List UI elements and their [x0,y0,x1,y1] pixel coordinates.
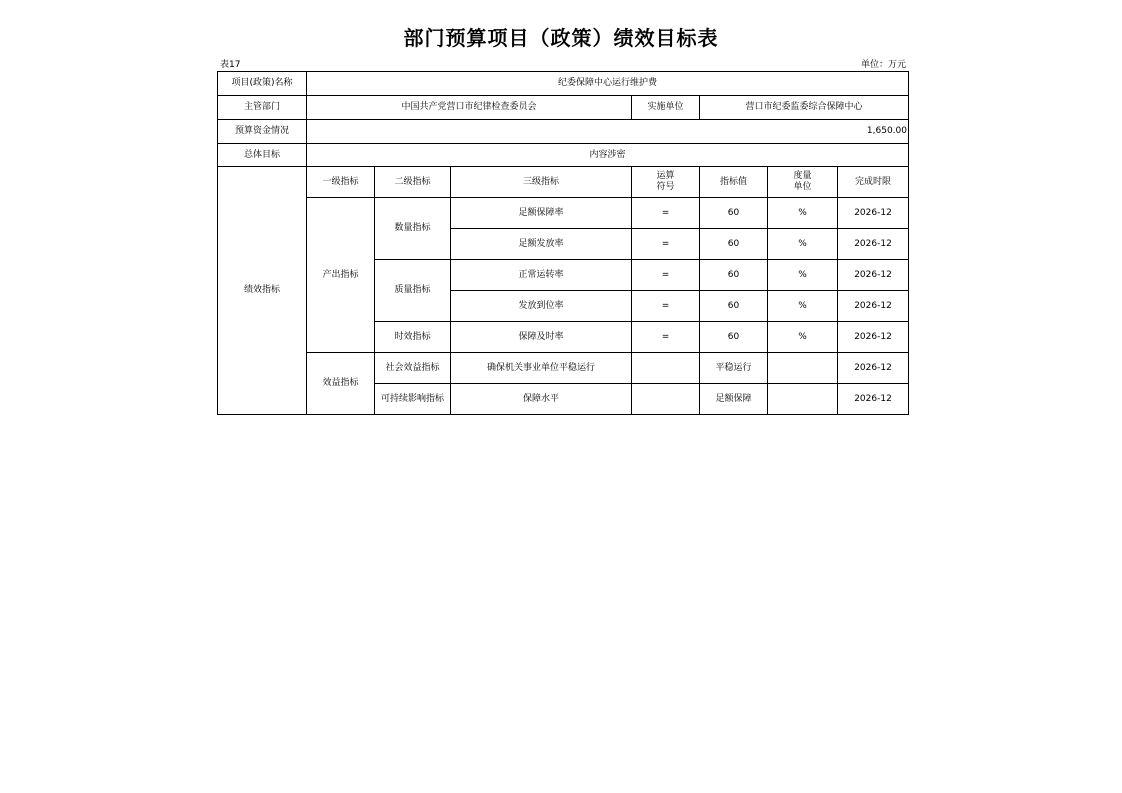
header-level2: 二级指标 [375,167,451,198]
indicator-unit: % [768,229,838,260]
unit-label: 单位：万元 [860,60,906,70]
indicator-value: 60 [700,229,768,260]
impl-unit-label: 实施单位 [632,96,700,120]
indicator-deadline: 2026-12 [838,229,909,260]
indicator-value: 60 [700,291,768,322]
indicator-name: 正常运转率 [451,260,632,291]
header-level1: 一级指标 [307,167,375,198]
indicator-deadline: 2026-12 [838,384,909,415]
indicator-deadline: 2026-12 [838,260,909,291]
indicator-deadline: 2026-12 [838,322,909,353]
group-output: 产出指标 [307,198,375,353]
group-quality: 质量指标 [375,260,451,322]
header-unit: 度量 单位 [768,167,838,198]
indicator-operator: = [632,260,700,291]
group-benefit: 效益指标 [307,353,375,415]
indicator-unit: % [768,291,838,322]
indicator-value: 60 [700,322,768,353]
impl-unit-value: 营口市纪委监委综合保障中心 [700,96,909,120]
group-quantity: 数量指标 [375,198,451,260]
indicator-unit: % [768,260,838,291]
project-name-value: 纪委保障中心运行维护费 [307,72,909,96]
header-value: 指标值 [700,167,768,198]
indicator-value: 60 [700,198,768,229]
indicator-name: 发放到位率 [451,291,632,322]
indicator-operator [632,353,700,384]
group-timeliness: 时效指标 [375,322,451,353]
page-title: 部门预算项目（政策）绩效目标表 [403,26,719,50]
indicator-unit [768,384,838,415]
group-sustainable: 可持续影响指标 [375,384,451,415]
indicator-name: 保障及时率 [451,322,632,353]
overall-goal-value: 内容涉密 [307,144,909,167]
indicator-operator: = [632,322,700,353]
performance-table [217,71,909,415]
indicator-unit: % [768,322,838,353]
indicator-name: 足额保障率 [451,198,632,229]
indicator-value: 60 [700,260,768,291]
indicator-deadline: 2026-12 [838,291,909,322]
budget-label: 预算资金情况 [218,120,307,144]
indicator-value: 足额保障 [700,384,768,415]
department-label: 主管部门 [218,96,307,120]
indicator-operator [632,384,700,415]
group-social: 社会效益指标 [375,353,451,384]
header-deadline: 完成时限 [838,167,909,198]
indicator-name: 足额发放率 [451,229,632,260]
indicator-name: 保障水平 [451,384,632,415]
overall-goal-label: 总体目标 [218,144,307,167]
project-name-label: 项目(政策)名称 [218,72,307,96]
indicator-unit: % [768,198,838,229]
indicator-operator: = [632,291,700,322]
budget-value: 1,650.00 [307,120,909,144]
header-operator: 运算 符号 [632,167,700,198]
indicator-unit [768,353,838,384]
indicator-name: 确保机关事业单位平稳运行 [451,353,632,384]
indicator-value: 平稳运行 [700,353,768,384]
table-number: 表17 [220,60,241,70]
indicator-deadline: 2026-12 [838,198,909,229]
department-value: 中国共产党营口市纪律检查委员会 [307,96,632,120]
indicator-operator: = [632,229,700,260]
indicator-deadline: 2026-12 [838,353,909,384]
header-level3: 三级指标 [451,167,632,198]
perf-indicators-label: 绩效指标 [218,167,307,415]
indicator-operator: = [632,198,700,229]
